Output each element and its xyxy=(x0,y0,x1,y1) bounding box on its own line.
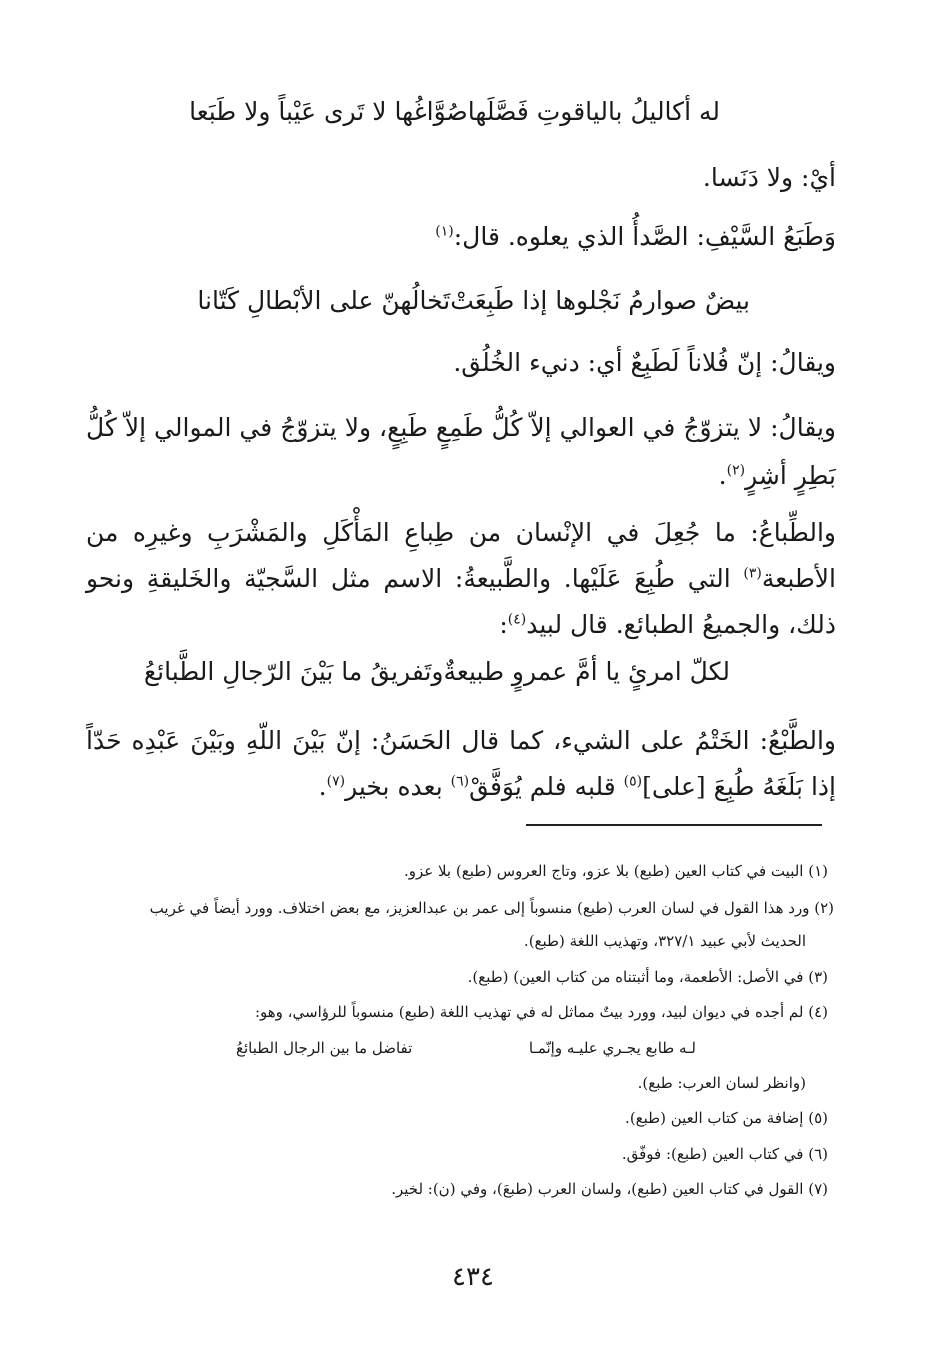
footnote-marker-6: (٦) xyxy=(450,773,470,790)
paragraph-tibaa xyxy=(86,510,836,648)
verse-3-second-hemistich: وتَفريقُ ما بَيْنَ الرّجالِ الطَّبائعُ xyxy=(143,657,444,686)
verse-2-first-hemistich: بيضٌ صوارمُ نَجْلوها إذا طَبِعَتْ xyxy=(450,286,750,315)
footnote-4-verse xyxy=(236,1039,696,1057)
verse-2 xyxy=(197,286,750,315)
line-yuqal-1: ويقالُ: إنّ فُلاناً لَطَبِعٌ أي: دنيء الخُلُق. xyxy=(453,348,836,377)
paragraph-khatm-part-3: بعده بخير xyxy=(345,772,451,801)
footnote-marker-7: (٧) xyxy=(326,773,346,790)
footnote-7: (٧) القول في كتاب العين (طبع)، ولسان العرب (طبعَ)، وفي (ن): لخير. xyxy=(391,1180,828,1198)
paragraph-khatm xyxy=(86,718,836,810)
paragraph-tibaa-part-2: التي طُبِعَ عَلَيْها. والطَّبيعةُ: الاسم مثل السَّجيّة والخَليقةِ ونحو ذلك، والجميعُ الطبائع. قال لبيد xyxy=(86,564,836,639)
paragraph-yuqal-2 xyxy=(86,404,836,500)
footnote-marker-1: (١) xyxy=(435,223,454,240)
paragraph-khatm-part-2: قلبه فلم يُوَفَّقْ xyxy=(469,772,624,801)
footnote-1: (١) البيت في كتاب العين (طبع) بلا عزو، وتاج العروس (طبع) بلا عزو. xyxy=(403,862,828,880)
paragraph-tibaa-end: : xyxy=(499,610,508,639)
verse-1-first-hemistich: له أكاليلُ بالياقوتِ فَصَّلَها xyxy=(467,97,720,126)
paragraph-yuqal-2-end: . xyxy=(718,461,727,490)
footnote-marker-5: (٥) xyxy=(623,773,643,790)
footnote-2-line-1: (٢) ورد هذا القول في لسان العرب (طبع) منسوباً إلى عمر بن عبدالعزيز، مع بعض اختلاف. وورد أيضاً في غريب xyxy=(149,899,834,917)
line-taba-sayf-text: وَطَبَعُ السَّيْفِ: الصَّدأُ الذي يعلوه. قال: xyxy=(453,222,836,251)
footnote-5: (٥) إضافة من كتاب العين (طبع). xyxy=(625,1109,828,1127)
footnote-marker-3: (٣) xyxy=(743,565,762,582)
paragraph-khatm-end: . xyxy=(318,772,327,801)
footnote-4-verse-second: تفاضل ما بين الرجال الطبائعُ xyxy=(236,1039,413,1057)
footnote-6: (٦) في كتاب العين (طبع): فوفّق. xyxy=(621,1145,828,1163)
footnote-2-line-2: الحديث لأبي عبيد ٣٢٧/١، وتهذيب اللغة (طبع). xyxy=(523,932,806,950)
footnote-4-line-3: (وانظر لسان العرب: طبع). xyxy=(637,1074,806,1092)
verse-3 xyxy=(143,657,730,686)
verse-2-second-hemistich: تَخالُهنّ على الأبْطالِ كَتّانا xyxy=(197,286,451,315)
paragraph-tibaa-part-1: والطِّباعُ: ما جُعِلَ في الإنْسان من طِباعِ المَأْكَلِ والمَشْرَبِ وغيرِه من الأطبعة xyxy=(86,518,836,593)
line-ay: أيْ: ولا دَنَسا. xyxy=(702,163,836,192)
verse-3-first-hemistich: لكلّ امرئٍ يا أمَّ عمروٍ طبيعةٌ xyxy=(443,657,730,686)
footnote-marker-2: (٢) xyxy=(726,462,746,479)
footnote-divider xyxy=(526,824,822,826)
verse-1 xyxy=(189,97,720,126)
paragraph-khatm-part-1: والطَّبْعُ: الخَتْمُ على الشيء، كما قال الحَسَنُ: إنّ بَيْنَ اللّهِ وبَيْنَ عَبْدِه حَدّاً إذا بَلَغَهُ طُبِعَ [على] xyxy=(86,726,836,801)
footnote-marker-4: (٤) xyxy=(507,611,527,628)
line-taba-sayf xyxy=(435,222,836,251)
footnote-4-line-1: (٤) لم أجده في ديوان لبيد، وورد بيتٌ مماثل له في تهذيب اللغة (طبع) منسوباً للرؤاسي، وهو: xyxy=(254,1003,828,1021)
footnote-3: (٣) في الأصل: الأطعمة، وما أثبتناه من كتاب العين) (طبع). xyxy=(467,968,828,986)
footnote-4-verse-first: لـه طابع يجـري عليـه وإنّمـا xyxy=(528,1039,696,1057)
paragraph-yuqal-2-text: ويقالُ: لا يتزوّجُ في العوالي إلاّ كُلُّ طَمِعٍ طَبِعٍ، ولا يتزوّجُ في الموالي إلاّ كُلُّ بَطِرٍ أشِرٍ xyxy=(86,413,836,490)
page-number: ٤٣٤ xyxy=(452,1262,494,1292)
verse-1-second-hemistich: صُوَّاغُها لا تَرى عَيْباً ولا طَبَعا xyxy=(189,97,468,126)
